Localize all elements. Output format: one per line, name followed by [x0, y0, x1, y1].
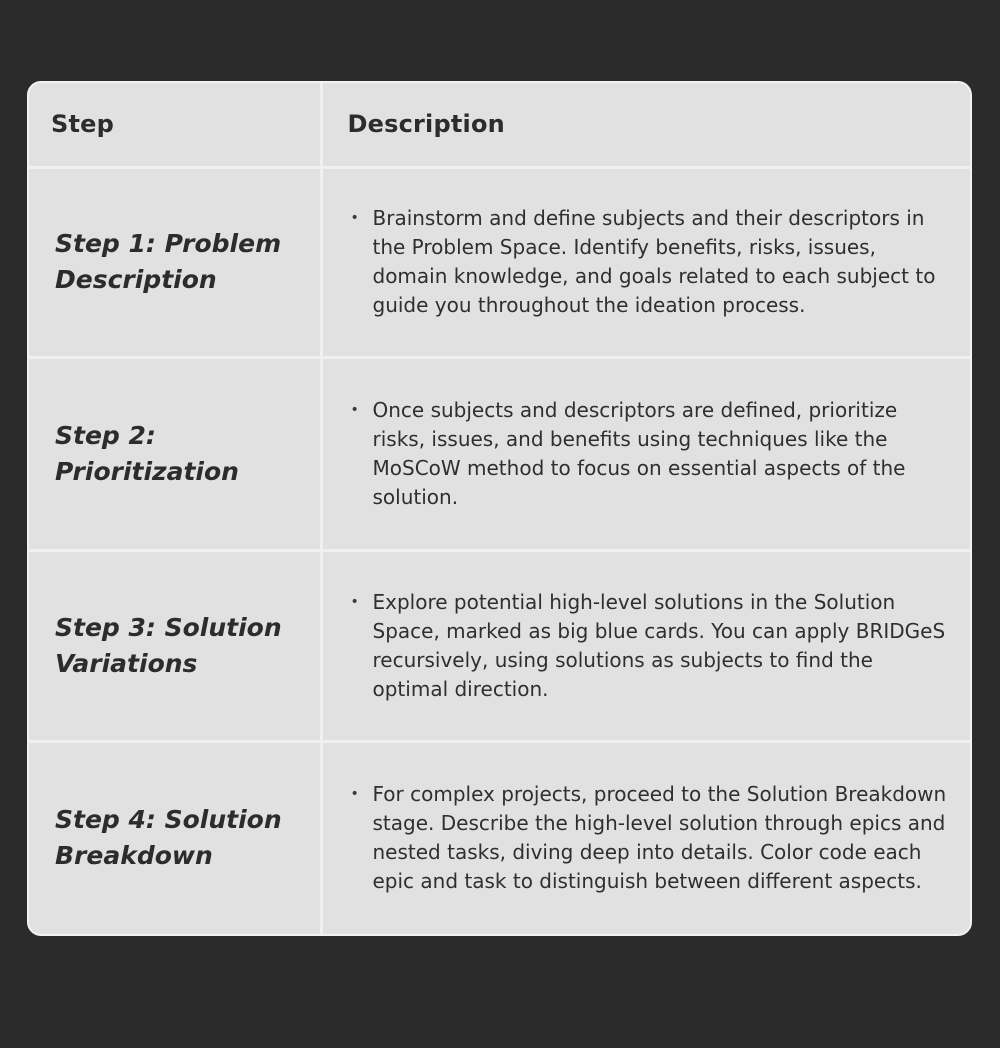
description-text: Explore potential high-level solutions in the Solution Space, marked as big blue cards. You can apply BRIDGeS recursively, using solutions as subjects to find the optimal direction.: [372, 589, 946, 701]
step-cell: Step 3: Solution Variations: [29, 550, 321, 741]
table-row: [29, 167, 970, 357]
description-cell: [321, 550, 970, 741]
table-row: [29, 550, 970, 741]
description-list: [351, 396, 955, 512]
table-body: [29, 167, 970, 934]
description-text: For complex projects, proceed to the Solution Breakdown stage. Describe the high-level solution through epics and nested tasks, diving deep into details. Color code each epic and task to distinguish between different aspects.: [372, 782, 947, 894]
bullet-icon: •: [350, 401, 359, 418]
description-list-item: [351, 204, 955, 320]
header-row: [29, 83, 970, 167]
description-list-item: [351, 780, 955, 896]
bullet-icon: •: [350, 786, 359, 803]
column-header-step: Step: [29, 83, 321, 167]
description-text: Once subjects and descriptors are defined, prioritize risks, issues, and benefits using techniques like the MoSCoW method to focus on essential aspects of the solution.: [372, 397, 906, 509]
description-list-item: [351, 396, 955, 512]
description-list: [351, 588, 955, 704]
description-list: [351, 780, 955, 896]
description-cell: [321, 357, 970, 550]
step-cell: Step 4: Solution Breakdown: [29, 741, 321, 934]
bullet-icon: •: [350, 593, 359, 610]
description-text: Brainstorm and define subjects and their descriptors in the Problem Space. Identify benefits, risks, issues, domain knowledge, and goals related to each subject to guide you throughout the ideation process.: [372, 206, 936, 317]
description-cell: [321, 167, 970, 357]
table-header: [29, 83, 970, 167]
table-row: [29, 741, 970, 934]
bullet-icon: •: [350, 210, 359, 226]
description-list: [351, 204, 955, 320]
steps-table-container: [27, 81, 972, 936]
column-header-description: Description: [321, 83, 970, 167]
description-list-item: [351, 588, 955, 704]
step-cell: Step 2: Prioritization: [29, 357, 321, 550]
step-cell: Step 1: Problem Description: [29, 167, 321, 357]
description-cell: [321, 741, 970, 934]
table-row: [29, 357, 970, 550]
steps-table: [29, 83, 970, 934]
